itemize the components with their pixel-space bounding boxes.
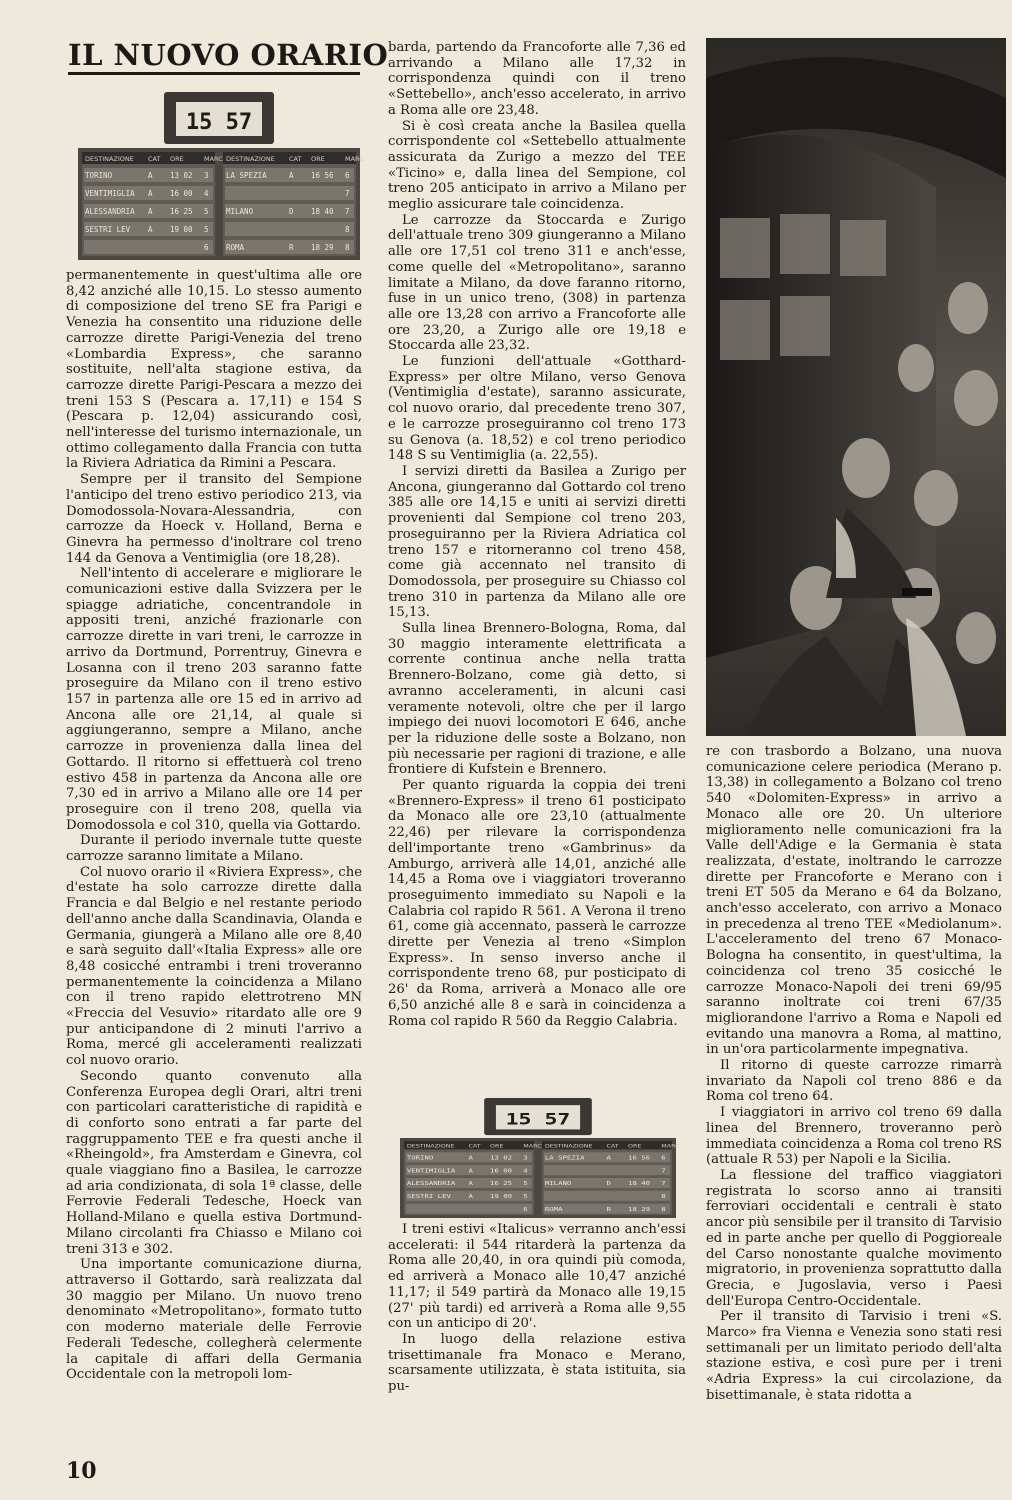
board-cell: A xyxy=(148,189,153,198)
paragraph: Le funzioni dell'attuale «Gotthard-Express» per oltre Milano, verso Genova (Ventimiglia d'estate), saranno assicurate, col nuovo orario, dal precedente treno 307, e le carrozze proseguiranno col treno 173 su Genova (a. 18,52) e col treno periodico 148 S su Ventimiglia (a. 22,55). xyxy=(388,354,686,464)
board-cell: VENTIMIGLIA xyxy=(85,189,135,198)
title-underline xyxy=(68,72,360,75)
board-cell: 7 xyxy=(345,207,350,216)
board-cell: 4 xyxy=(204,189,209,198)
board-header-cell: MARC xyxy=(204,155,223,163)
board-cell: A xyxy=(468,1192,473,1200)
paragraph: Si è così creata anche la Basilea quella corrispondente col «Settebello attualmente assicurata da Zurigo a mezzo del TEE «Ticino» e, dalla linea del Sempione, col treno 205 anticipato in arrivo a Milano per meglio assicurare tale coincidenza. xyxy=(388,118,686,213)
article-column-3 xyxy=(706,744,1002,1472)
paragraph: Sempre per il transito del Sempione l'anticipo del treno estivo periodico 213, via Domodossola-Novara-Alessandria, con carrozze da Hoeck v. Holland, Berna e Ginevra ha permesso d'inoltrare col treno 144 da Genova a Ventimiglia (ore 18,28). xyxy=(66,472,362,566)
board-cell: 16 25 xyxy=(170,207,193,216)
paragraph: Durante il periodo invernale tutte queste carrozze saranno limitate a Milano. xyxy=(66,833,362,865)
board-clock: 15 57 xyxy=(505,1111,571,1129)
board-cell: 8 xyxy=(661,1205,666,1213)
board-cell: TORINO xyxy=(85,171,113,180)
board-cell: 19 00 xyxy=(490,1192,513,1200)
paragraph: Il ritorno di queste carrozze rimarrà invariato da Napoli col treno 886 e da Roma col treno 64. xyxy=(706,1058,1002,1105)
paragraph: permanentemente in quest'ultima alle ore 8,42 anziché alle 10,15. Lo stesso aumento di composizione del treno SE fra Parigi e Venezia ha consentito una riduzione delle carrozze dirette Parigi-Venezia del treno «Lombardia Express», che saranno sostituite, nell'alta stagione estiva, da carrozze dirette Parigi-Pescara a mezzo dei treni 153 S (Pescara a. 17,11) e 154 S (Pescara p. 12,04) assicurando così, nell'interesse del turismo internazionale, un ottimo collegamento dalla Francia con tutta la Riviera Adriatica da Rimini a Pescara. xyxy=(66,268,362,472)
board-header-cell: MARC xyxy=(661,1143,680,1149)
paragraph: Le carrozze da Stoccarda e Zurigo dell'attuale treno 309 giungeranno a Milano alle ore 17,51 col treno 311 e anch'esse, come quelle del «Metropolitano», saranno limitate a Milano, da dove faranno ritorno, fuse in un unico treno, (308) in partenza alle ore 13,28 con arrivo a Francoforte alle ore 23,20, a Zurigo alle ore 19,18 e Stoccarda alle 23,32. xyxy=(388,212,686,354)
paragraph: Nell'intento di accelerare e migliorare le comunicazioni estive dalla Svizzera per le spiagge adriatiche, concentrandole in appositi treni, anziché frazionarle con carrozze dirette in vari treni, le carrozze in arrivo da Dortmund, Porrentruy, Ginevra e Losanna con il treno 203 saranno fatte proseguire da Milano con il treno estivo 157 in partenza alle ore 15 ed in arrivo ad Ancona alle ore 21,14, al quale si aggiungeranno, sempre a Milano, anche carrozze in provenienza dalla linea del Gottardo. Il ritorno si effettuerà col treno estivo 458 in partenza da Ancona alle ore 7,30 ed in arrivo a Milano alle ore 14 per proseguire con il treno 208, quella via Domodossola e col 310, quella via Gottardo. xyxy=(66,566,362,833)
board-cell: TORINO xyxy=(406,1154,434,1162)
board-cell: R xyxy=(289,243,294,252)
board-cell: 8 xyxy=(345,225,350,234)
board-header-cell: CAT xyxy=(289,155,302,163)
board-header-cell: MARC xyxy=(345,155,364,163)
board-cell: 19 00 xyxy=(170,225,193,234)
board-cell: 7 xyxy=(661,1180,666,1187)
paragraph: Per quanto riguarda la coppia dei treni «Brennero-Express» il treno 61 posticipato da Monaco alle ore 23,10 (attualmente 22,46) per rilevare la corrispondenza dell'importante treno «Gambrinus» da Amburgo, arriverà alle 14,01, anziché alle 14,45 a Roma ove i viaggiatori troveranno proseguimento immediato su Napoli e la Calabria col rapido R 561. A Verona il treno 61, come già accennato, passerà le carrozze dirette per Venezia al treno «Simplon Express». In senso inverso anche il corrispondente treno 68, pur posticipato di 26' da Roma, arriverà a Monaco alle ore 6,50 anziché alle 8 e sarà in coincidenza a Roma col rapido R 560 da Reggio Calabria. xyxy=(388,778,686,1029)
page-number: 10 xyxy=(66,1458,97,1484)
board-cell: 18 40 xyxy=(628,1180,651,1187)
board-cell: 5 xyxy=(523,1180,528,1187)
board-cell: A xyxy=(468,1167,473,1174)
paragraph: re con trasbordo a Bolzano, una nuova comunicazione celere periodica (Merano p. 13,38) in collegamento a Bolzano col treno 540 «Dolomiten-Express» in arrivo a Monaco alle ore 20. Un ulteriore miglioramento nelle comunicazioni fra la Valle dell'Adige e la Germania è stata realizzata, d'estate, inoltrando le carrozze dirette per Francoforte e Merano con i treni ET 505 da Merano e 64 da Bolzano, anch'esso accelerato, con arrivo a Monaco in precedenza al treno TEE «Mediolanum». L'acceleramento del treno 67 Monaco-Bologna ha consentito, in quest'ultima, la coincidenza col treno 35 cosicché le carrozze Monaco-Napoli dei treni 69/95 saranno inoltrate coi treni 67/35 migliorandone l'arrivo a Roma e Napoli ed evitando una manovra a Roma, al mattino, in un'ora particolarmente impegnativa. xyxy=(706,744,1002,1058)
board-header-cell: DESTINAZIONE xyxy=(544,1143,593,1149)
board-cell: 18 29 xyxy=(628,1205,651,1213)
board-cell: 5 xyxy=(523,1192,528,1200)
paragraph: Sulla linea Brennero-Bologna, Roma, dal 30 maggio interamente elettrificata a corrente continua anche nella tratta Brennero-Bolzano, come già detto, si avranno acceleramenti, in alcuni casi veramente notevoli, oltre che per il largo impiego dei nuovi locomotori E 646, anche per la riduzione delle soste a Bolzano, non più necessarie per ragioni di trazione, e alle frontiere di Kufstein e Brennero. xyxy=(388,621,686,778)
board-cell: A xyxy=(289,171,294,180)
board-cell: 3 xyxy=(204,171,209,180)
board-cell: 3 xyxy=(523,1154,528,1162)
board-cell: 5 xyxy=(204,225,209,234)
paragraph: Una importante comunicazione diurna, attraverso il Gottardo, sarà realizzata dal 30 maggio per Milano. Un nuovo treno denominato «Metropolitano», formato tutto con moderno materiale delle Ferrovie Federali Tedesche, collegherà celermente la capitale di affari della Germania Occidentale con la metropoli lom- xyxy=(66,1257,362,1383)
paragraph: I treni estivi «Italicus» verranno anch'essi accelerati: il 544 ritarderà la partenza da Roma alle 20,40, in ora quindi più comoda, ed arriverà a Monaco alle 10,47 anziché 11,17; il 549 partirà da Monaco alle 19,15 (27' più tardi) ed arriverà a Roma alle 9,55 con un anticipo di 20'. xyxy=(388,1222,686,1332)
board-header-cell: CAT xyxy=(148,155,161,163)
board-cell: 8 xyxy=(345,243,350,252)
departure-board-top xyxy=(78,92,364,260)
paragraph: In luogo della relazione estiva trisettimanale fra Monaco e Merano, scarsamente utilizzata, è stata istituita, sia pu- xyxy=(388,1331,686,1395)
board-cell: 4 xyxy=(523,1167,528,1174)
board-cell: A xyxy=(468,1154,473,1162)
paragraph: La flessione del traffico viaggiatori registrata lo scorso anno ai transiti ferroviari occidentali e centrali è stato ancor più sensibile per il transito di Tarvisio ed in parte anche per quello di Poggioreale del Carso nonostante qualche movimento migratorio, in provenienza soprattutto dalla Grecia, e Jugoslavia, verso i Paesi dell'Europa Centro-Occidentale. xyxy=(706,1167,1002,1309)
board-cell: A xyxy=(468,1180,473,1187)
board-cell: 16 56 xyxy=(311,171,334,180)
board-cell: A xyxy=(148,207,153,216)
board-cell: 6 xyxy=(345,171,350,180)
board-cell: 5 xyxy=(204,207,209,216)
board-cell: LA SPEZIA xyxy=(226,171,267,180)
board-cell: 18 40 xyxy=(311,207,334,216)
board-cell: 16 00 xyxy=(490,1167,513,1174)
board-cell: 7 xyxy=(661,1167,666,1174)
article-title: IL NUOVO ORARIO xyxy=(68,38,389,72)
board-cell: 6 xyxy=(523,1205,528,1213)
board-cell: D xyxy=(289,207,294,216)
board-cell: SESTRI LEV xyxy=(406,1192,451,1200)
paragraph: I viaggiatori in arrivo col treno 69 dalla linea del Brennero, troveranno però immediata coincidenza a Roma col treno RS (attuale R 53) per Napoli e la Sicilia. xyxy=(706,1105,1002,1168)
board-cell: D xyxy=(606,1180,611,1187)
board-cell: R xyxy=(606,1205,611,1213)
board-clock: 15 57 xyxy=(185,110,253,135)
board-header-cell: DESTINAZIONE xyxy=(226,155,275,163)
board-cell: ROMA xyxy=(226,243,245,252)
board-cell: A xyxy=(148,171,153,180)
board-cell: 16 56 xyxy=(628,1154,651,1162)
board-cell: ALESSANDRIA xyxy=(406,1180,456,1187)
board-cell: 6 xyxy=(204,243,209,252)
board-cell: 16 25 xyxy=(490,1180,513,1187)
board-header-cell: ORE xyxy=(311,155,325,163)
board-header-cell: DESTINAZIONE xyxy=(85,155,134,163)
paragraph: Col nuovo orario il «Riviera Express», che d'estate ha solo carrozze dirette dalla Francia e dal Belgio e nel restante periodo dell'anno anche dalla Scandinavia, Olanda e Germania, giungerà a Milano alle ore 8,40 e sarà seguito dall'«Italia Express» alle ore 8,48 cosicché entrambi i treni troveranno permanentemente la coincidenza a Milano con il treno rapido elettrotreno MN «Freccia del Vesuvio» ritardato alle ore 9 pur anticipandone di 2 minuti l'arrivo a Roma, mercé gli acceleramenti realizzati col nuovo orario. xyxy=(66,864,362,1069)
departure-board-bottom xyxy=(400,1098,680,1218)
article-column-2 xyxy=(388,40,686,1076)
board-header-cell: ORE xyxy=(490,1143,504,1149)
board-cell: A xyxy=(148,225,153,234)
board-cell: 8 xyxy=(661,1192,666,1200)
board-header-cell: CAT xyxy=(606,1143,619,1149)
board-cell: A xyxy=(606,1154,611,1162)
paragraph: Secondo quanto convenuto alla Conferenza Europea degli Orari, altri treni con particolari caratteristiche di rapidità e di conforto sono entrati a far parte del raggruppamento TEE e fra questi anche il «Rheingold», fra Amsterdam e Ginevra, col quale viaggiano fino a Basilea, le carrozze ad aria condizionata, di sola 1ª classe, delle Ferrovie Federali Tedesche, Hoeck van Holland-Milano e quella estiva Dortmund-Milano circolanti fra Chiasso e Milano coi treni 313 e 302. xyxy=(66,1068,362,1257)
board-header-cell: ORE xyxy=(628,1143,642,1149)
board-header-cell: DESTINAZIONE xyxy=(406,1143,455,1149)
board-cell: 13 02 xyxy=(170,171,193,180)
board-cell: LA SPEZIA xyxy=(544,1154,585,1162)
board-cell: SESTRI LEV xyxy=(85,225,131,234)
board-cell: ROMA xyxy=(544,1205,563,1213)
paragraph: I servizi diretti da Basilea a Zurigo per Ancona, giungeranno dal Gottardo col treno 385 alle ore 14,15 e uniti ai servizi diretti provenienti dal Sempione col treno 203, proseguiranno per la Riviera Adriatica col treno 157 e ritorneranno col treno 458, come già accennato nel transito di Domodossola, per proseguire su Chiasso col treno 310 in partenza da Milano alle ore 15,13. xyxy=(388,463,686,621)
board-cell: VENTIMIGLIA xyxy=(406,1167,456,1174)
board-cell: 6 xyxy=(661,1154,666,1162)
board-header-cell: ORE xyxy=(170,155,184,163)
board-cell: 16 00 xyxy=(170,189,193,198)
paragraph: Per il transito di Tarvisio i treni «S. Marco» fra Vienna e Venezia sono stati resi settimanali per un limitato periodo dell'alta stazione estiva, e così pure per i treni «Adria Express» la cui circolazione, da bisettimanale, è stata ridotta a xyxy=(706,1309,1002,1403)
board-cell: 7 xyxy=(345,189,350,198)
board-cell: 13 02 xyxy=(490,1154,513,1162)
paragraph: barda, partendo da Francoforte alle 7,36 ed arrivando a Milano alle 17,32 in corrispondenza quindi con il treno «Settebello», anch'esso accelerato, in arrivo a Roma alle ore 23,48. xyxy=(388,40,686,118)
board-cell: MILANO xyxy=(226,207,254,216)
board-cell: MILANO xyxy=(544,1180,572,1187)
passengers-photo xyxy=(706,38,1006,736)
article-column-1 xyxy=(66,268,362,1464)
article-column-2-continued xyxy=(388,1222,686,1470)
board-cell: ALESSANDRIA xyxy=(85,207,135,216)
board-header-cell: MARC xyxy=(523,1143,542,1149)
board-header-cell: CAT xyxy=(468,1143,481,1149)
board-cell: 18 29 xyxy=(311,243,334,252)
